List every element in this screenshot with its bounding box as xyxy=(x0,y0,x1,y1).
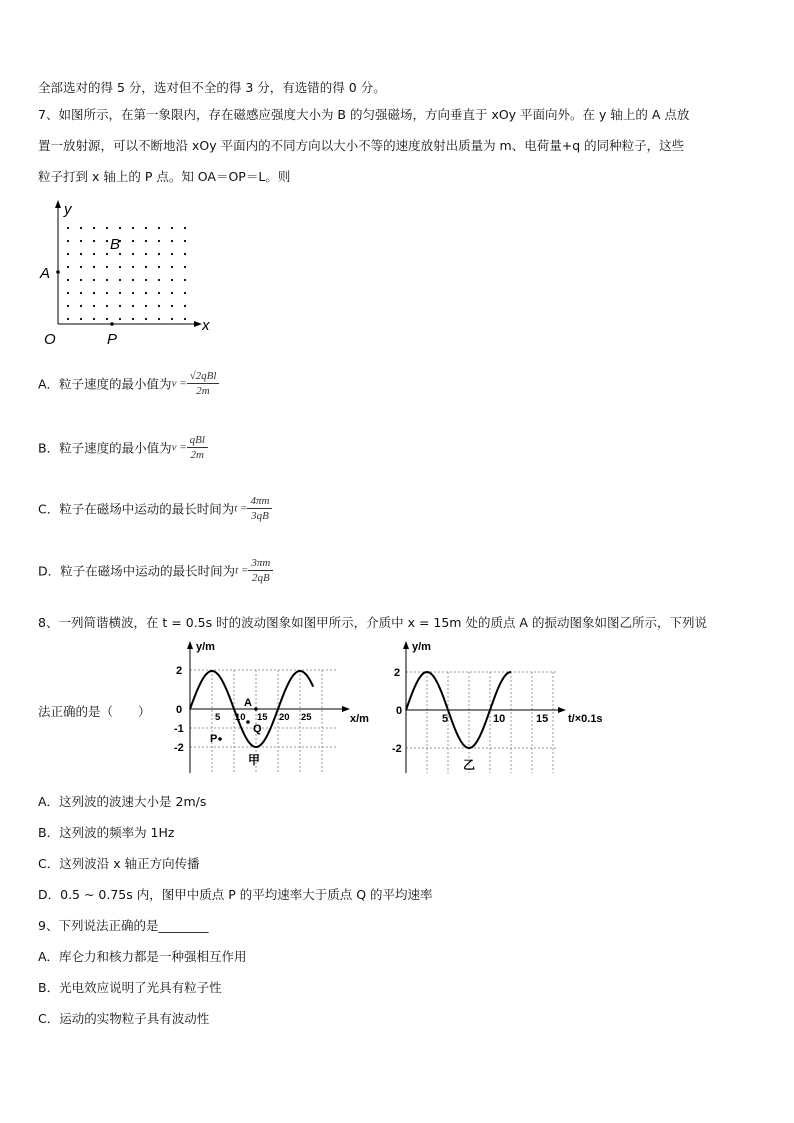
q7-stem-line1: 7、如图所示，在第一象限内，存在磁感应强度大小为 B 的匀强磁场，方向垂直于 xOy 平面向外。在 y 轴上的 A 点放 xyxy=(38,107,690,122)
field-dot xyxy=(119,292,121,294)
q7-option-a-text: A．粒子速度的最小值为 xyxy=(38,376,172,392)
field-dot xyxy=(80,240,82,242)
field-dot xyxy=(171,266,173,268)
q8-jia-label-q: Q xyxy=(253,723,262,735)
field-dot xyxy=(145,292,147,294)
field-dot xyxy=(93,305,95,307)
q8-jia-ytick-2: 2 xyxy=(176,665,183,677)
q7-point-a xyxy=(56,270,60,274)
q7-option-c-numerator: 4πm xyxy=(247,495,272,509)
q7-option-a-lhs: v = xyxy=(171,377,187,390)
q8-jia-ytick-neg2: -2 xyxy=(174,742,184,754)
q7-stem-line2: 置一放射源，可以不断地沿 xOy 平面内的不同方向以大小不等的速度放射出质量为 m、电荷量+q 的同种粒子，这些 xyxy=(38,138,685,153)
q8-yi-ytick-0: 0 xyxy=(396,705,403,717)
field-dot xyxy=(93,292,95,294)
field-dot xyxy=(106,266,108,268)
q7-option-d-numerator: 3πm xyxy=(248,557,273,571)
field-dot xyxy=(80,318,82,320)
q7-option-d-fraction xyxy=(248,557,273,584)
q7-option-a-numerator: √2qBl xyxy=(187,370,220,384)
field-dot xyxy=(93,227,95,229)
q8-stem-line2: 法正确的是（ ） xyxy=(38,704,151,719)
q8-option-d: D．0.5 ~ 0.75s 内，图甲中质点 P 的平均速率大于质点 Q 的平均速率 xyxy=(38,887,433,902)
field-dot xyxy=(93,253,95,255)
field-dot xyxy=(184,292,186,294)
field-dot xyxy=(106,253,108,255)
field-dot xyxy=(184,305,186,307)
q8-yi-grid xyxy=(406,672,556,773)
q7-option-c xyxy=(38,495,272,539)
field-dot xyxy=(145,227,147,229)
field-dot xyxy=(67,227,69,229)
q8-jia-caption: 甲 xyxy=(248,753,261,767)
field-dot xyxy=(119,279,121,281)
field-dot xyxy=(67,305,69,307)
field-dot xyxy=(171,253,173,255)
field-dot xyxy=(119,253,121,255)
q7-option-d-lhs: t = xyxy=(235,564,249,577)
q8-yi-xtick-10: 10 xyxy=(493,713,506,725)
q8-yi-xlabel: t/×0.1s xyxy=(568,713,603,725)
field-dot xyxy=(80,305,82,307)
q7-option-a-denominator: 2m xyxy=(196,385,210,397)
q7-option-a xyxy=(38,370,219,414)
field-dot xyxy=(93,318,95,320)
q8-yi-ytick-2: 2 xyxy=(394,667,401,679)
q8-option-a: A．这列波的波速大小是 2m/s xyxy=(38,794,207,809)
q9-option-b: B．光电效应说明了光具有粒子性 xyxy=(38,980,222,995)
field-dot xyxy=(67,292,69,294)
q7-option-c-denominator: 3qB xyxy=(251,510,269,522)
field-dot xyxy=(145,253,147,255)
q7-y-arrow xyxy=(55,200,61,208)
q7-option-b xyxy=(38,434,208,478)
q8-jia-xtick-15: 15 xyxy=(257,712,268,723)
field-dot xyxy=(67,253,69,255)
q8-yi-y-arrow xyxy=(403,641,409,649)
field-dot xyxy=(184,240,186,242)
field-dot xyxy=(132,240,134,242)
field-dot xyxy=(119,266,121,268)
q8-jia-xtick-10: 10 xyxy=(235,712,246,723)
field-dot xyxy=(158,266,160,268)
field-dot xyxy=(132,266,134,268)
q7-option-a-fraction xyxy=(187,370,220,397)
field-dot xyxy=(171,292,173,294)
field-dot xyxy=(145,240,147,242)
field-dot xyxy=(106,292,108,294)
q8-jia-xlabel: x/m xyxy=(350,713,369,725)
field-dot xyxy=(145,318,147,320)
field-dot xyxy=(67,318,69,320)
field-dot xyxy=(119,227,121,229)
field-dot xyxy=(158,253,160,255)
q9-stem: 9、下列说法正确的是________ xyxy=(38,918,209,933)
q8-option-c: C．这列波沿 x 轴正方向传播 xyxy=(38,856,200,871)
q7-option-d-text: D．粒子在磁场中运动的最长时间为 xyxy=(38,563,236,579)
field-dot xyxy=(80,266,82,268)
field-dot xyxy=(80,253,82,255)
field-dot xyxy=(132,318,134,320)
q8-stem-line1: 8、一列简谐横波，在 t = 0.5s 时的波动图象如图甲所示，介质中 x = 15m 处的质点 A 的振动图象如图乙所示，下列说 xyxy=(38,615,707,630)
field-dot xyxy=(80,292,82,294)
q7-option-b-denominator: 2m xyxy=(190,449,204,461)
q8-jia-ytick-neg1: -1 xyxy=(174,723,184,735)
field-dot xyxy=(132,279,134,281)
q8-option-b: B．这列波的频率为 1Hz xyxy=(38,825,175,840)
q7-option-b-lhs: v = xyxy=(171,441,187,454)
field-dot xyxy=(93,279,95,281)
field-dot xyxy=(80,227,82,229)
field-dot xyxy=(106,240,108,242)
field-dot xyxy=(106,318,108,320)
q8-jia-xtick-25: 25 xyxy=(301,712,312,723)
q8-figure-jia xyxy=(168,638,380,773)
q9-option-a: A．库仑力和核力都是一种强相互作用 xyxy=(38,949,247,964)
q9-option-c: C．运动的实物粒子具有波动性 xyxy=(38,1011,210,1026)
q8-figure-yi xyxy=(390,638,650,773)
field-dot xyxy=(158,292,160,294)
q7-x-arrow xyxy=(194,321,202,327)
field-dot xyxy=(119,318,121,320)
q8-jia-point-q xyxy=(246,720,250,724)
field-dot xyxy=(171,305,173,307)
field-dot xyxy=(158,240,160,242)
field-dot xyxy=(145,279,147,281)
q7-option-c-fraction xyxy=(247,495,272,522)
field-dot xyxy=(67,266,69,268)
field-dot xyxy=(171,240,173,242)
field-dot xyxy=(145,266,147,268)
q7-option-c-text: C．粒子在磁场中运动的最长时间为 xyxy=(38,501,235,517)
q7-magnetic-field-dots xyxy=(67,227,186,320)
q7-option-d-denominator: 2qB xyxy=(251,572,270,584)
q7-option-d xyxy=(38,557,273,601)
field-dot xyxy=(119,305,121,307)
field-dot xyxy=(132,227,134,229)
q7-label-x: x xyxy=(202,317,210,334)
q7-option-b-numerator: qBl xyxy=(187,434,208,448)
q8-jia-label-p: P xyxy=(210,733,218,745)
q7-option-b-text: B．粒子速度的最小值为 xyxy=(38,440,172,456)
q7-option-b-fraction xyxy=(187,434,208,461)
q8-yi-x-arrow xyxy=(558,707,566,713)
field-dot xyxy=(158,279,160,281)
q8-yi-xtick-15: 15 xyxy=(536,713,549,725)
field-dot xyxy=(132,253,134,255)
q7-stem-line3: 粒子打到 x 轴上的 P 点。知 OA＝OP＝L。则 xyxy=(38,169,291,184)
field-dot xyxy=(67,240,69,242)
field-dot xyxy=(132,292,134,294)
q8-jia-y-arrow xyxy=(187,641,193,649)
q8-jia-x-arrow xyxy=(342,706,350,712)
q8-jia-ylabel: y/m xyxy=(196,641,215,653)
q7-figure xyxy=(34,198,224,348)
q8-jia-point-p xyxy=(218,737,222,741)
field-dot xyxy=(106,305,108,307)
intro-line: 全部选对的得 5 分，选对但不全的得 3 分，有选错的得 0 分。 xyxy=(38,80,386,95)
field-dot xyxy=(158,227,160,229)
field-dot xyxy=(80,279,82,281)
q8-yi-ylabel: y/m xyxy=(412,641,431,653)
q8-jia-ytick-0: 0 xyxy=(176,704,183,716)
field-dot xyxy=(184,318,186,320)
q8-yi-xtick-5: 5 xyxy=(442,713,449,725)
q7-label-y: y xyxy=(64,201,72,218)
field-dot xyxy=(106,279,108,281)
q7-label-p: P xyxy=(107,331,118,348)
q7-option-c-lhs: t = xyxy=(234,502,248,515)
q7-label-a: A xyxy=(40,265,51,282)
q8-jia-xtick-5: 5 xyxy=(215,712,221,723)
field-dot xyxy=(93,266,95,268)
q7-label-o: O xyxy=(44,331,56,348)
field-dot xyxy=(171,227,173,229)
field-dot xyxy=(171,279,173,281)
field-dot xyxy=(132,305,134,307)
field-dot xyxy=(106,227,108,229)
field-dot xyxy=(67,279,69,281)
field-dot xyxy=(145,305,147,307)
field-dot xyxy=(184,266,186,268)
field-dot xyxy=(184,253,186,255)
q8-yi-caption: 乙 xyxy=(463,758,476,772)
q8-jia-point-a xyxy=(254,707,258,711)
q8-jia-label-a: A xyxy=(244,697,252,709)
field-dot xyxy=(184,279,186,281)
field-dot xyxy=(158,305,160,307)
field-dot xyxy=(93,240,95,242)
field-dot xyxy=(171,318,173,320)
q7-label-b: B xyxy=(110,236,121,253)
field-dot xyxy=(184,227,186,229)
q8-jia-xtick-20: 20 xyxy=(279,712,290,723)
field-dot xyxy=(158,318,160,320)
q8-yi-ytick-neg2: -2 xyxy=(392,743,402,755)
q7-point-p xyxy=(110,322,114,326)
